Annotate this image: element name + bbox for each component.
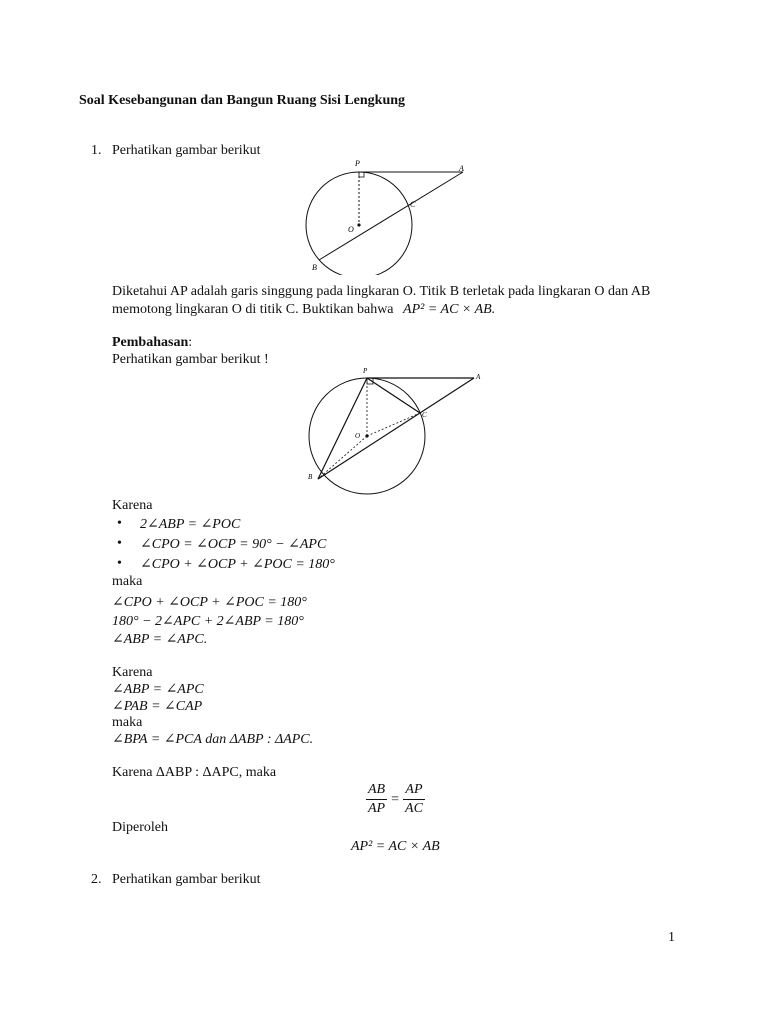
fig1-label-o: O	[348, 225, 354, 234]
fraction-numerator: AP	[403, 781, 424, 800]
bullet-item: ∠CPO + ∠OCP + ∠POC = 180°	[140, 557, 335, 572]
conclusion-similarity: ∠BPA = ∠PCA dan ΔABP : ΔAPC.	[112, 732, 314, 747]
question-2-prompt: Perhatikan gambar berikut	[112, 872, 261, 887]
question-1-statement-math: AP² = AC × AB.	[403, 302, 496, 317]
bullet-dot: •	[117, 536, 122, 551]
page-number: 1	[668, 930, 675, 945]
fraction-numerator: AB	[366, 781, 387, 800]
figure-2-circle-triangles	[300, 365, 490, 495]
fig1-label-c: C	[410, 200, 416, 209]
fraction-denominator: AC	[405, 801, 423, 816]
step-line: ∠ABP = ∠APC.	[112, 632, 208, 647]
fig2-label-o: O	[355, 432, 361, 440]
maka-2: maka	[112, 715, 143, 730]
figure-1-circle-tangent	[300, 155, 480, 275]
equals-sign: =	[391, 791, 400, 807]
karena-2: Karena	[112, 665, 153, 680]
step-line: ∠PAB = ∠CAP	[112, 699, 203, 714]
fig2-label-a: A	[476, 373, 481, 381]
bullet-dot: •	[117, 516, 122, 531]
question-1-prompt: Perhatikan gambar berikut	[112, 143, 261, 158]
question-1-statement-line-2: memotong lingkaran O di titik C. Buktikan bahwa AP² = AC × AB.	[112, 302, 496, 317]
bullet-item: ∠CPO = ∠OCP = 90° − ∠APC	[140, 537, 327, 552]
fig1-label-p: P	[355, 159, 360, 168]
fig2-label-c: C	[422, 411, 427, 419]
fraction-right	[403, 781, 425, 818]
question-1-statement-line-1: Diketahui AP adalah garis singgung pada lingkaran O. Titik B terletak pada lingkaran O dan AB	[112, 284, 651, 299]
ratio-equation	[366, 781, 425, 818]
step-line: ∠CPO + ∠OCP + ∠POC = 180°	[112, 595, 307, 610]
fig2-label-p: P	[363, 367, 368, 375]
fig2-label-b: B	[308, 473, 313, 481]
question-1-number: 1.	[91, 143, 102, 158]
fraction-left	[366, 781, 387, 818]
step-line: 180° − 2∠APC + 2∠ABP = 180°	[112, 614, 304, 629]
fig1-label-b: B	[312, 263, 317, 272]
page-title: Soal Kesebangunan dan Bangun Ruang Sisi Lengkung	[79, 93, 406, 108]
karena-1: Karena	[112, 498, 153, 513]
step-line: ∠ABP = ∠APC	[112, 682, 204, 697]
karena-3: Karena ΔABP : ΔAPC, maka	[112, 765, 277, 780]
final-result: AP² = AC × AB	[351, 839, 440, 854]
fraction-denominator: AP	[368, 801, 386, 816]
bullet-item: 2∠ABP = ∠POC	[140, 517, 241, 532]
solution-intro: Perhatikan gambar berikut !	[112, 352, 269, 367]
fig1-label-a: A	[459, 164, 464, 173]
diperoleh-label: Diperoleh	[112, 820, 168, 835]
bullet-dot: •	[117, 556, 122, 571]
maka-1: maka	[112, 574, 143, 589]
question-2-number: 2.	[91, 872, 102, 887]
solution-heading: Pembahasan:	[112, 335, 193, 350]
